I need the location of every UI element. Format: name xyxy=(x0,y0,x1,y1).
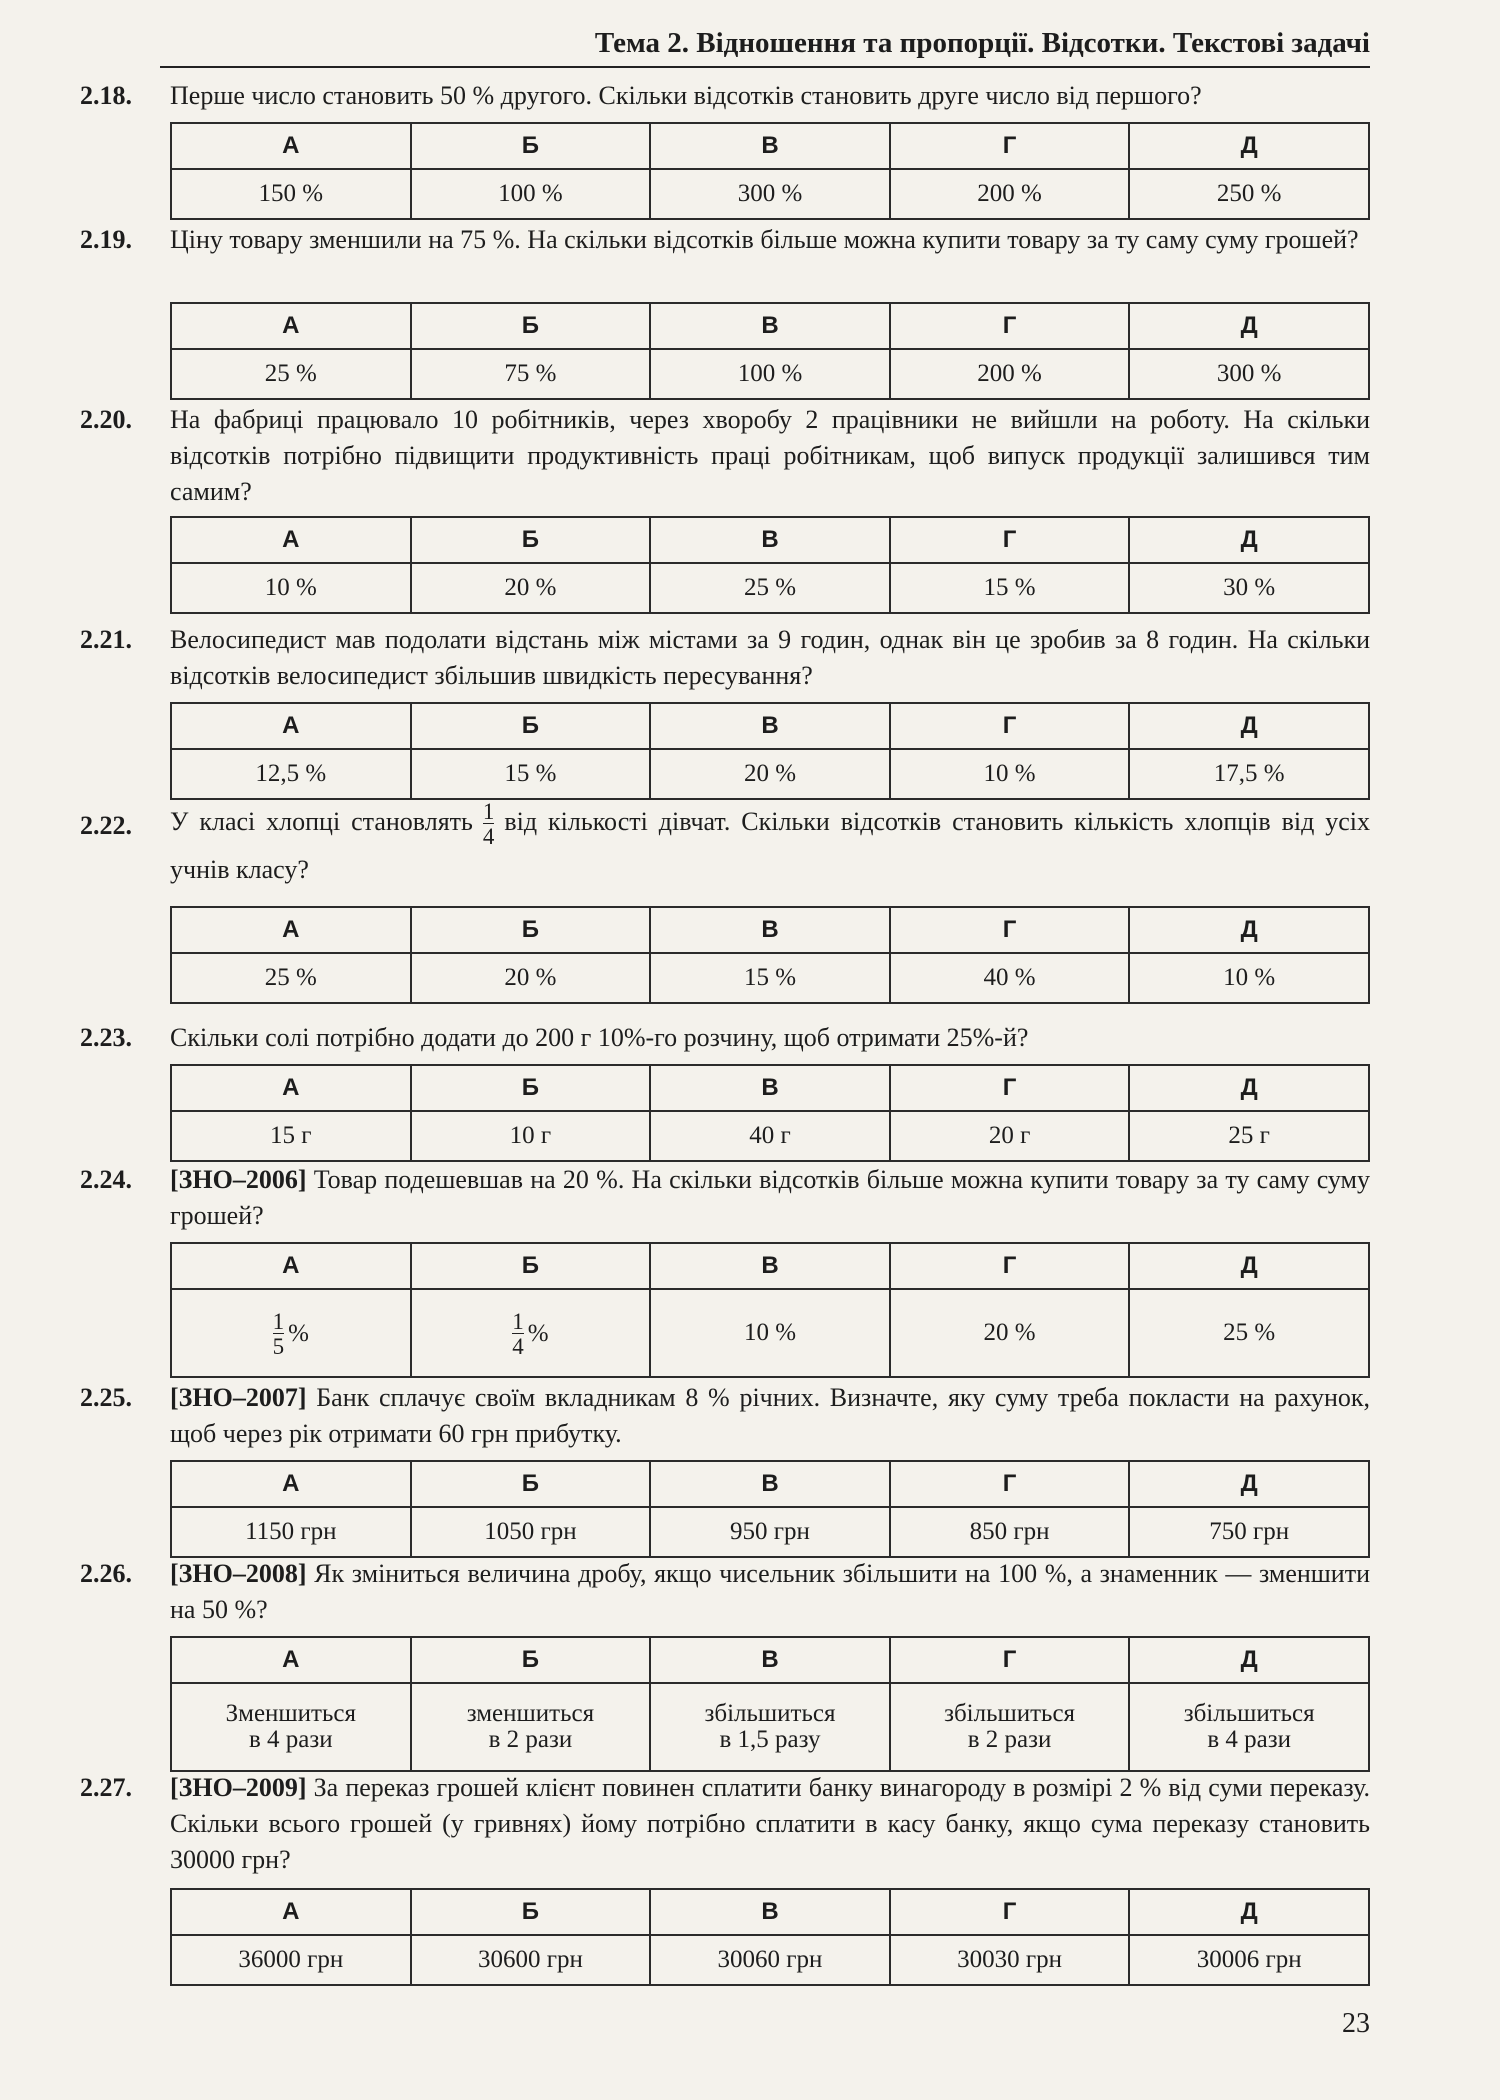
answer-option: 100 % xyxy=(411,169,651,219)
answer-letter: Г xyxy=(890,1243,1130,1289)
problem-body: За переказ грошей клієнт повинен сплатити банку винагороду в розмірі 2 % від суми переказу. Скільки всього грошей (у гривнях) йому потрібно сплатити в касу банку, якщо сума переказу становить 30000 грн? xyxy=(170,1773,1370,1874)
answer-letter: Д xyxy=(1129,1065,1369,1111)
answer-option: 12,5 % xyxy=(171,749,411,799)
fraction-answer xyxy=(272,1308,309,1359)
answer-option: 750 грн xyxy=(1129,1507,1369,1557)
answer-letter: Д xyxy=(1129,303,1369,349)
fraction-numerator: 1 xyxy=(482,798,495,824)
problem-text: Перше число становить 50 % другого. Скільки відсотків становить друге число від першого? xyxy=(170,81,1202,110)
answer-table xyxy=(170,516,1370,614)
answer-table xyxy=(170,906,1370,1004)
answer-letter: В xyxy=(650,907,890,953)
answer-table xyxy=(170,1242,1370,1378)
answer-letter: Д xyxy=(1129,703,1369,749)
answer-option: 10 % xyxy=(171,563,411,613)
answer-option: 15 г xyxy=(171,1111,411,1161)
problem-text xyxy=(170,1770,1370,1878)
problem-number: 2.18. xyxy=(80,81,132,110)
problem-number: 2.24. xyxy=(80,1165,132,1194)
answer-option: 15 % xyxy=(411,749,651,799)
text-after-fraction: від кількості дівчат. Скільки відсотків становить кількість хлопців від усіх учнів класу? xyxy=(170,807,1370,884)
exam-tag: [ЗНО–2006] xyxy=(170,1165,307,1194)
answer-letter: В xyxy=(650,1889,890,1935)
answer-letter: А xyxy=(171,1889,411,1935)
answer-option: 200 % xyxy=(890,349,1130,399)
answer-letter: Б xyxy=(411,303,651,349)
problem-number: 2.19. xyxy=(80,225,132,254)
answer-option: 15 % xyxy=(890,563,1130,613)
problem-text xyxy=(170,800,1370,892)
answer-letter: Д xyxy=(1129,123,1369,169)
answer-option: 40 г xyxy=(650,1111,890,1161)
answer-line: збільшиться xyxy=(1183,1700,1315,1727)
answer-option xyxy=(171,1289,411,1377)
answer-option xyxy=(650,1683,890,1771)
answer-table xyxy=(170,122,1370,220)
answer-letter: В xyxy=(650,123,890,169)
fraction-denominator: 5 xyxy=(272,1333,285,1359)
answer-line: зменшиться xyxy=(466,1700,595,1727)
answer-option: 25 % xyxy=(171,953,411,1003)
answer-option: 20 г xyxy=(890,1111,1130,1161)
answer-line: в 4 рази xyxy=(248,1726,333,1753)
answer-option xyxy=(411,1683,651,1771)
answer-option: 40 % xyxy=(890,953,1130,1003)
answer-letter: А xyxy=(171,123,411,169)
answer-letter: Б xyxy=(411,1461,651,1507)
problem-number: 2.22. xyxy=(80,811,132,840)
header-rule xyxy=(160,66,1370,68)
answer-letter: В xyxy=(650,703,890,749)
problem-text: На фабриці працювало 10 робітників, через хворобу 2 працівники не вийшли на роботу. На скільки відсотків потрібно підвищити продуктивність праці робітникам, щоб випуск продукції залишився тим самим? xyxy=(170,405,1370,506)
fraction xyxy=(272,1308,285,1359)
problem-text: Скільки солі потрібно додати до 200 г 10%-го розчину, щоб отримати 25%-й? xyxy=(170,1023,1029,1052)
answer-line: в 2 рази xyxy=(488,1726,573,1753)
problem-body: Банк сплачує своїм вкладникам 8 % річних. Визначте, яку суму треба покласти на рахунок, щоб через рік отримати 60 грн прибутку. xyxy=(170,1383,1371,1448)
answer-option: 30 % xyxy=(1129,563,1369,613)
answer-option: 17,5 % xyxy=(1129,749,1369,799)
answer-letter: А xyxy=(171,1637,411,1683)
answer-option: 200 % xyxy=(890,169,1130,219)
problem-number: 2.27. xyxy=(80,1773,132,1802)
answer-option: 30600 грн xyxy=(411,1935,651,1985)
answer-letter: Б xyxy=(411,1243,651,1289)
answer-letter: Д xyxy=(1129,1461,1369,1507)
answer-letter: В xyxy=(650,1243,890,1289)
answer-option: 30060 грн xyxy=(650,1935,890,1985)
answer-letter: А xyxy=(171,1461,411,1507)
answer-option: 36000 грн xyxy=(171,1935,411,1985)
answer-letter: Б xyxy=(411,703,651,749)
answer-line: в 4 рази xyxy=(1207,1726,1292,1753)
running-header: Тема 2. Відношення та пропорції. Відсотки. Текстові задачі xyxy=(594,27,1370,59)
answer-letter: Г xyxy=(890,303,1130,349)
answer-option: 10 г xyxy=(411,1111,651,1161)
answer-option: 250 % xyxy=(1129,169,1369,219)
answer-letter: А xyxy=(171,303,411,349)
answer-table xyxy=(170,1064,1370,1162)
answer-option: 30030 грн xyxy=(890,1935,1130,1985)
answer-option: 1150 грн xyxy=(171,1507,411,1557)
answer-line: в 1,5 разу xyxy=(719,1726,821,1753)
problem-body: Як зміниться величина дробу, якщо чисельник збільшити на 100 %, а знаменник — зменшити на 50 %? xyxy=(170,1559,1370,1624)
problem-text xyxy=(170,1556,1370,1628)
problem-number: 2.26. xyxy=(80,1559,132,1588)
answer-option: 10 % xyxy=(1129,953,1369,1003)
answer-option: 950 грн xyxy=(650,1507,890,1557)
answer-letter: В xyxy=(650,1637,890,1683)
fraction-unit: % xyxy=(288,1320,309,1347)
answer-option: 1050 грн xyxy=(411,1507,651,1557)
answer-letter: Б xyxy=(411,1637,651,1683)
exam-tag: [ЗНО–2009] xyxy=(170,1773,307,1802)
answer-table xyxy=(170,302,1370,400)
answer-option: 20 % xyxy=(890,1289,1130,1377)
answer-letter: Б xyxy=(411,123,651,169)
answer-letter: Б xyxy=(411,907,651,953)
answer-letter: А xyxy=(171,1065,411,1111)
answer-letter: Б xyxy=(411,517,651,563)
answer-line: Зменшиться xyxy=(225,1700,356,1727)
answer-option: 30006 грн xyxy=(1129,1935,1369,1985)
answer-option: 20 % xyxy=(650,749,890,799)
answer-table xyxy=(170,1460,1370,1558)
answer-line: збільшиться xyxy=(704,1700,836,1727)
answer-option: 10 % xyxy=(650,1289,890,1377)
fraction-numerator: 1 xyxy=(512,1308,524,1334)
problem-text xyxy=(170,1162,1370,1234)
answer-option xyxy=(411,1289,651,1377)
answer-option: 20 % xyxy=(411,563,651,613)
answer-letter: Д xyxy=(1129,907,1369,953)
answer-table xyxy=(170,1636,1370,1772)
page-number: 23 xyxy=(1342,2008,1370,2039)
problem-number: 2.21. xyxy=(80,625,132,654)
problem-number: 2.23. xyxy=(80,1023,132,1052)
answer-line: в 2 рази xyxy=(967,1726,1052,1753)
answer-letter: Д xyxy=(1129,517,1369,563)
answer-table xyxy=(170,1888,1370,1986)
answer-letter: Г xyxy=(890,517,1130,563)
answer-letter: Г xyxy=(890,907,1130,953)
fraction xyxy=(512,1308,524,1359)
answer-option xyxy=(171,1683,411,1771)
problem-number: 2.20. xyxy=(80,405,132,434)
answer-letter: А xyxy=(171,517,411,563)
answer-option: 25 % xyxy=(1129,1289,1369,1377)
answer-option xyxy=(1129,1683,1369,1771)
answer-option: 850 грн xyxy=(890,1507,1130,1557)
answer-letter: Б xyxy=(411,1889,651,1935)
answer-option: 300 % xyxy=(650,169,890,219)
answer-option: 100 % xyxy=(650,349,890,399)
answer-letter: А xyxy=(171,1243,411,1289)
problem-number: 2.25. xyxy=(80,1383,132,1412)
fraction-denominator: 4 xyxy=(482,823,495,849)
answer-letter: В xyxy=(650,1461,890,1507)
answer-letter: Г xyxy=(890,703,1130,749)
problem-text: Ціну товару зменшили на 75 %. На скільки відсотків більше можна купити товару за ту саму суму грошей? xyxy=(170,225,1359,254)
answer-letter: А xyxy=(171,703,411,749)
answer-letter: В xyxy=(650,517,890,563)
exam-tag: [ЗНО–2007] xyxy=(170,1383,307,1412)
problem-body: Товар подешевшав на 20 %. На скільки відсотків більше можна купити товару за ту саму суму грошей? xyxy=(170,1165,1370,1230)
answer-option: 25 г xyxy=(1129,1111,1369,1161)
answer-table xyxy=(170,702,1370,800)
answer-letter: Б xyxy=(411,1065,651,1111)
fraction-numerator: 1 xyxy=(272,1308,285,1334)
problem-text: Велосипедист мав подолати відстань між містами за 9 годин, однак він це зробив за 8 годин. На скільки відсотків велосипедист збільшив швидкість пересування? xyxy=(170,625,1370,690)
problem-text xyxy=(170,1380,1370,1452)
answer-letter: А xyxy=(171,907,411,953)
answer-option xyxy=(890,1683,1130,1771)
answer-letter: Д xyxy=(1129,1637,1369,1683)
answer-letter: Г xyxy=(890,123,1130,169)
answer-option: 20 % xyxy=(411,953,651,1003)
answer-option: 25 % xyxy=(171,349,411,399)
answer-option: 300 % xyxy=(1129,349,1369,399)
answer-line: збільшиться xyxy=(944,1700,1076,1727)
answer-letter: Г xyxy=(890,1637,1130,1683)
answer-option: 10 % xyxy=(890,749,1130,799)
fraction-answer xyxy=(512,1308,549,1359)
answer-letter: Г xyxy=(890,1065,1130,1111)
answer-option: 75 % xyxy=(411,349,651,399)
answer-option: 150 % xyxy=(171,169,411,219)
fraction-unit: % xyxy=(527,1320,549,1347)
answer-option: 15 % xyxy=(650,953,890,1003)
fraction-denominator: 4 xyxy=(512,1333,524,1359)
answer-letter: Г xyxy=(890,1461,1130,1507)
fraction xyxy=(482,798,495,849)
answer-letter: В xyxy=(650,1065,890,1111)
answer-letter: Д xyxy=(1129,1243,1369,1289)
answer-letter: Г xyxy=(890,1889,1130,1935)
exam-tag: [ЗНО–2008] xyxy=(170,1559,307,1588)
answer-option: 25 % xyxy=(650,563,890,613)
answer-letter: Д xyxy=(1129,1889,1369,1935)
text-before-fraction: У класі хлопці становлять xyxy=(170,807,473,836)
answer-letter: В xyxy=(650,303,890,349)
